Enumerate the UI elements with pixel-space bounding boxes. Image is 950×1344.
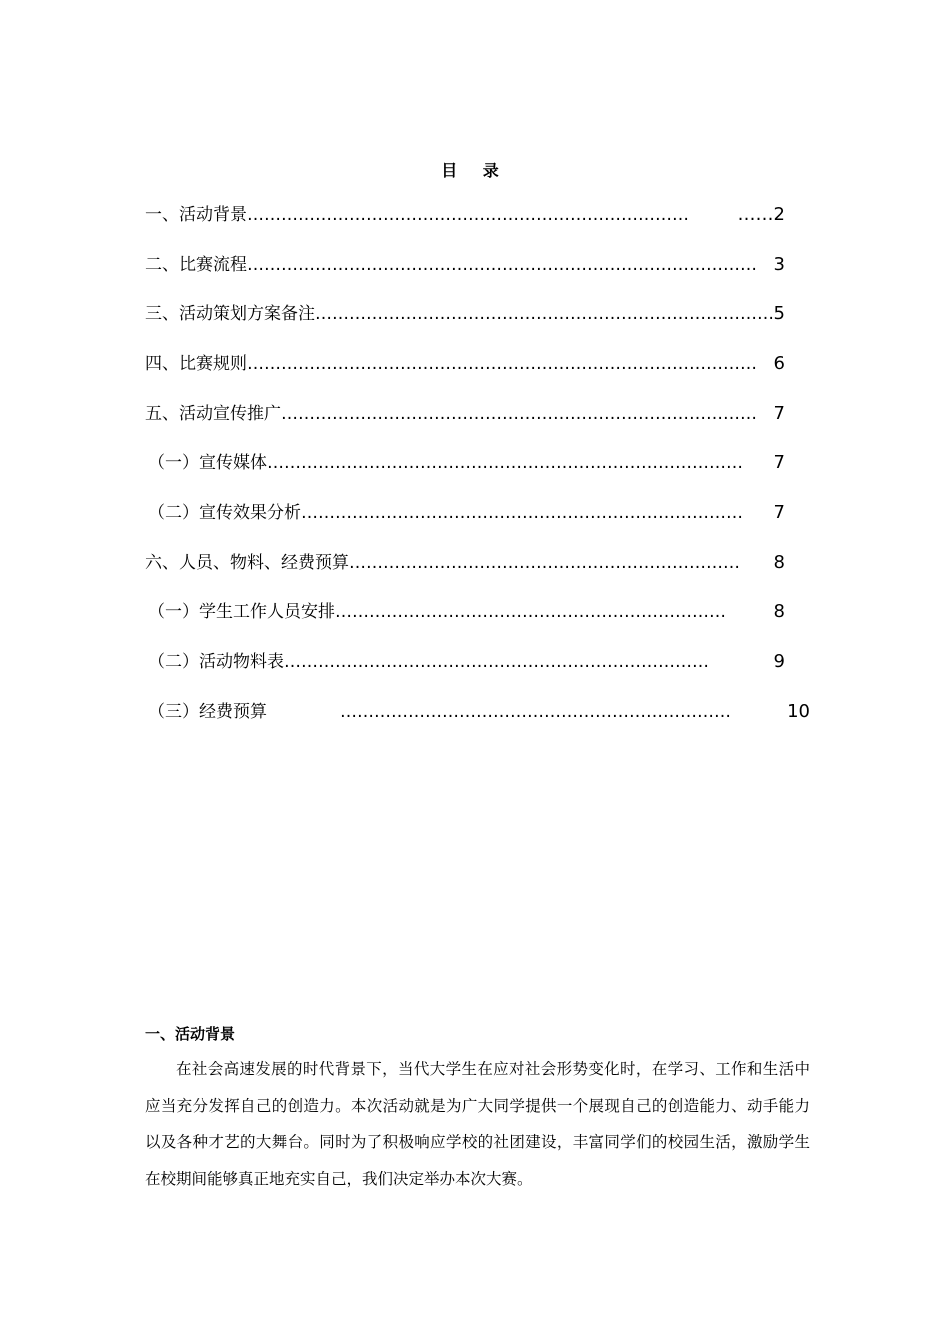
toc-entry-label: 三、活动策划方案备注 — [145, 304, 315, 325]
toc-entry-page: 8 — [773, 601, 785, 623]
toc-entry[interactable] — [145, 488, 785, 538]
toc-entry-label: （一）学生工作人员安排 — [148, 602, 335, 623]
toc-leader-dots: …………………………………………………………… — [340, 701, 731, 722]
table-of-contents — [145, 190, 810, 737]
toc-entry[interactable] — [145, 190, 785, 240]
toc-entry[interactable] — [145, 438, 785, 488]
toc-leader-dots: ………………………………………………………………………… — [281, 403, 757, 424]
toc-entry-page: 7 — [773, 501, 785, 523]
toc-entry-label: （二）宣传效果分析 — [148, 502, 301, 523]
toc-leader-dots: ………………………………………………………………………… — [267, 453, 743, 474]
toc-entry-page: 9 — [773, 651, 785, 673]
toc-entry-page: 6 — [773, 352, 785, 374]
toc-leader-dots: …………………………………………………………… — [349, 552, 740, 573]
toc-entry[interactable] — [145, 687, 810, 737]
toc-entry[interactable] — [145, 339, 785, 389]
toc-entry[interactable] — [145, 538, 785, 588]
toc-entry[interactable] — [145, 289, 785, 339]
toc-leader-dots: …………………………………………………………………… — [301, 502, 743, 523]
toc-entry-label: 一、活动背景 — [145, 204, 247, 225]
toc-entry-page: 7 — [773, 402, 785, 424]
toc-entry-label: （二）活动物料表 — [148, 652, 284, 673]
toc-leader-dots: …………………………………………………………… — [335, 602, 726, 623]
toc-leader-dots: ………………………………………………………………… — [284, 652, 709, 673]
toc-entry[interactable] — [145, 637, 785, 687]
toc-entry-label: 二、比赛流程 — [145, 254, 247, 275]
toc-title: 目 录 — [441, 161, 509, 180]
body-paragraph: 在社会高速发展的时代背景下，当代大学生在应对社会形势变化时，在学习、工作和生活中应当充分发挥自己的创造力。本次活动就是为广大同学提供一个展现自己的创造能力、动手能力以及各种才艺的大舞台。同时为了积极响应学校的社团建设，丰富同学们的校园生活，激励学生在校期间能够真正地充实自己，我们决定举办本次大赛。 — [145, 1060, 810, 1188]
toc-entry[interactable] — [145, 588, 785, 638]
toc-entry-page: ……2 — [737, 203, 785, 225]
toc-entry-page: 8 — [773, 551, 785, 573]
section-heading: 一、活动背景 — [145, 1025, 236, 1043]
toc-leader-dots: …………………………………………………………………… — [247, 204, 689, 225]
toc-entry-label: 五、活动宣传推广 — [145, 403, 281, 424]
toc-entry-page: 7 — [773, 452, 785, 474]
toc-entry-page: 10 — [787, 700, 810, 722]
toc-entry-page: 3 — [773, 253, 785, 275]
toc-entry-label: （一）宣传媒体 — [148, 453, 267, 474]
toc-entry[interactable] — [145, 240, 785, 290]
toc-entry[interactable] — [145, 389, 785, 439]
toc-leader-dots: ……………………………………………………………………………… — [247, 254, 757, 275]
toc-leader-dots: ……………………………………………………………………………… — [247, 353, 757, 374]
toc-entry-page: 5 — [773, 303, 785, 325]
toc-entry-label: （三）经费预算 — [148, 701, 267, 722]
toc-entry-label: 四、比赛规则 — [145, 353, 247, 374]
toc-leader-dots: ……………………………………………………………………… — [315, 304, 774, 325]
toc-entry-label: 六、人员、物料、经费预算 — [145, 552, 349, 573]
